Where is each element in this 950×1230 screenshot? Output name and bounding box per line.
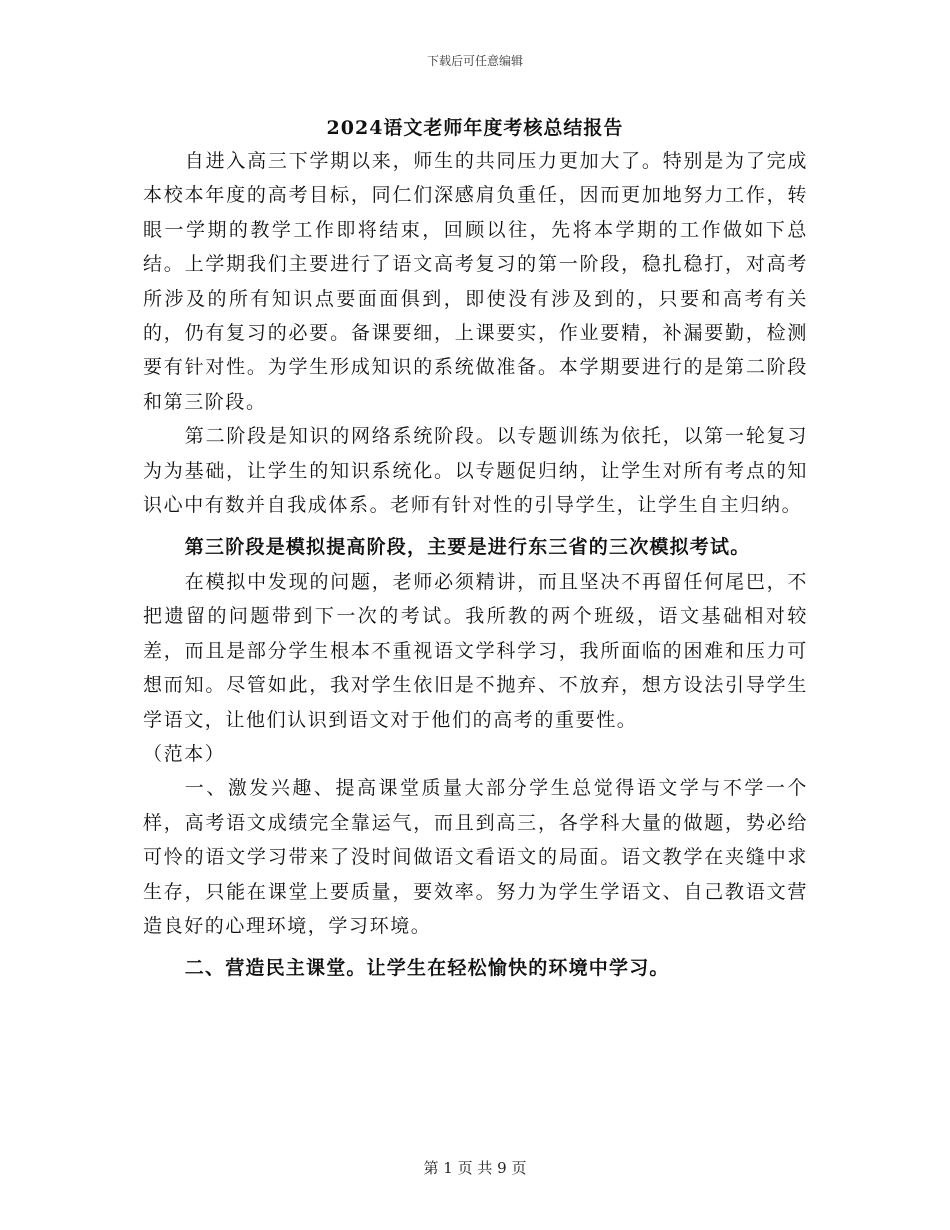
paragraph-section-two-heading: 二、营造民主课堂。让学生在轻松愉快的环境中学习。	[184, 957, 670, 980]
paragraph-stage-three-heading: 第三阶段是模拟提高阶段，主要是进行东三省的三次模拟考试。	[184, 536, 751, 559]
document-title: 2024语文老师年度考核总结报告	[326, 117, 624, 139]
paragraph-stage-two: 第二阶段是知识的网络系统阶段。以专题训练为依托，以第一轮复习为为基础，让学生的知识系统化。以专题促归纳，让学生对所有考点的知识心中有数并自我成体系。老师有针对性的引导学生，让学生自主归纳。	[143, 425, 808, 517]
document-body	[143, 144, 808, 986]
paragraph-template-note: （范本）	[143, 742, 226, 765]
paragraph-simulation: 在模拟中发现的问题，老师必须精讲，而且坚决不再留任何尾巴，不把遗留的问题带到下一次的考试。我所教的两个班级，语文基础相对较差，而且是部分学生根本不重视语文学科学习，我所面临的困难和压力可想而知。尽管如此，我对学生依旧是不抛弃、不放弃，想方设法引导学生学语文，让他们认识到语文对于他们的高考的重要性。	[143, 570, 808, 731]
paragraph-section-one: 一、激发兴趣、提高课堂质量大部分学生总觉得语文学与不学一个样，高考语文成绩完全靠运气，而且到高三，各学科大量的做题，势必给可怜的语文学习带来了没时间做语文看语文的局面。语文教学在夹缝中求生存，只能在课堂上要质量，要效率。努力为学生学语文、自己教语文营造良好的心理环境，学习环境。	[143, 777, 808, 937]
page-footer: 第 1 页 共 9 页	[423, 1159, 527, 1177]
paragraph-intro: 自进入高三下学期以来，师生的共同压力更加大了。特别是为了完成本校本年度的高考目标，同仁们深感肩负重任，因而更加地努力工作，转眼一学期的教学工作即将结束，回顾以往，先将本学期的工作做如下总结。上学期我们主要进行了语文高考复习的第一阶段，稳扎稳打，对高考所涉及的所有知识点要面面俱到，即使没有涉及到的，只要和高考有关的，仍有复习的必要。备课要细，上课要实，作业要精，补漏要勤，检测要有针对性。为学生形成知识的系统做准备。本学期要进行的是第二阶段和第三阶段。	[143, 150, 808, 413]
header-note: 下载后可任意编辑	[426, 54, 523, 68]
